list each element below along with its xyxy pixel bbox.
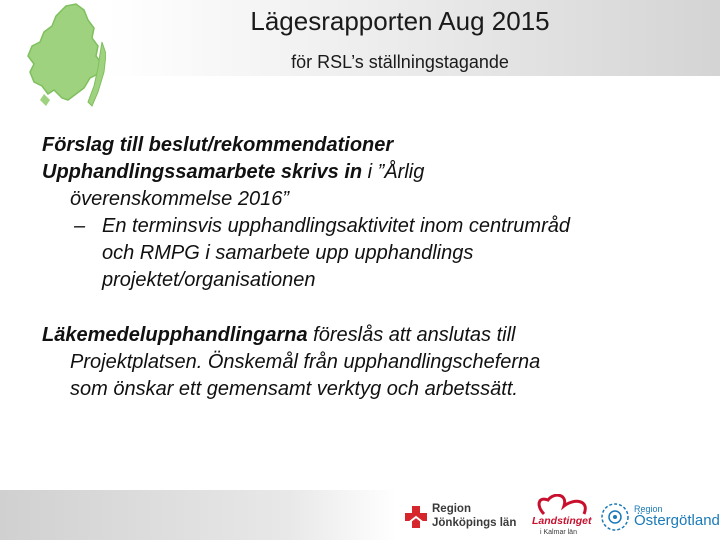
sub-item-continuation: projektet/organisationen <box>102 269 316 291</box>
dash-bullet: – <box>74 215 86 237</box>
cross-icon <box>404 504 428 530</box>
list-item <box>42 322 682 349</box>
logo-line1: Landstinget <box>532 515 592 527</box>
region-map-icon <box>18 2 106 124</box>
item-text: i ”Årlig <box>362 161 425 183</box>
sub-item-text: En terminsvis upphandlingsaktivitet inom centrumråd <box>102 215 570 237</box>
page-subtitle: för RSL’s ställningstagande <box>291 52 509 72</box>
region-jonkoping-logo <box>404 494 524 538</box>
sub-list-item <box>42 213 682 240</box>
item-text: föreslås att anslutas till <box>307 324 516 346</box>
heart-wave-icon <box>534 494 594 516</box>
list-item <box>42 159 682 186</box>
logo-line2: i Kalmar län <box>540 529 577 536</box>
item-bold-text: Läkemedelupphandlingarna <box>42 324 308 346</box>
item-bold-text: Upphandlingssamarbete skrivs in <box>42 161 363 183</box>
region-ostergotland-logo <box>600 494 718 538</box>
logo-line1: Region <box>634 504 663 514</box>
landstinget-kalmar-logo <box>530 494 598 538</box>
slide-content <box>42 132 682 403</box>
star-emblem-icon <box>600 502 630 532</box>
sub-item-continuation: och RMPG i samarbete upp upphandlings <box>102 242 474 264</box>
item-continuation: som önskar ett gemensamt verktyg och arbetssätt. <box>70 378 518 400</box>
item-continuation: Projektplatsen. Önskemål från upphandlingscheferna <box>70 351 541 373</box>
section-heading: Förslag till beslut/rekommendationer <box>42 134 394 156</box>
logo-line2: Östergötland <box>634 512 720 529</box>
logo-line2: Jönköpings län <box>432 517 517 529</box>
page-title: Lägesrapporten Aug 2015 <box>250 6 550 36</box>
item-continuation: överenskommelse 2016” <box>70 188 289 210</box>
logo-line1: Region <box>432 503 471 515</box>
